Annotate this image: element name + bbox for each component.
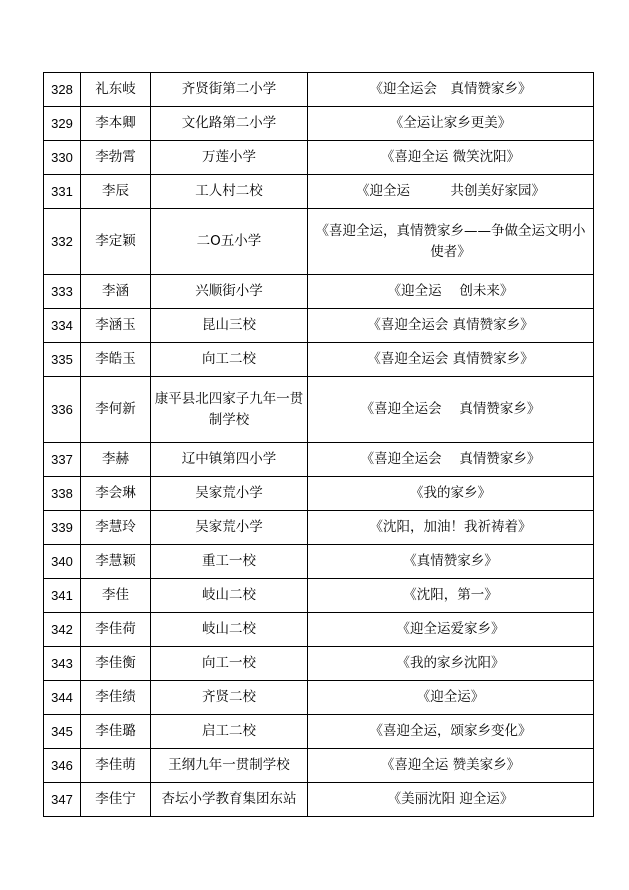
table-row: [44, 309, 594, 343]
row-number: 346: [44, 749, 81, 783]
school-name: 重工一校: [151, 545, 308, 579]
table-row: [44, 579, 594, 613]
row-number: 338: [44, 477, 81, 511]
essay-title: 《喜迎全运 赞美家乡》: [308, 749, 594, 783]
table-row: [44, 209, 594, 275]
row-number: 333: [44, 275, 81, 309]
student-name: 李涵: [81, 275, 151, 309]
school-name: 二O五小学: [151, 209, 308, 275]
row-number: 337: [44, 443, 81, 477]
row-number: 336: [44, 377, 81, 443]
row-number: 343: [44, 647, 81, 681]
essay-title: 《喜迎全运 微笑沈阳》: [308, 141, 594, 175]
essay-title: 《迎全运 创未来》: [308, 275, 594, 309]
row-number: 342: [44, 613, 81, 647]
student-name: 李本卿: [81, 107, 151, 141]
table-row: [44, 141, 594, 175]
school-name: 文化路第二小学: [151, 107, 308, 141]
school-name: 康平县北四家子九年一贯制学校: [151, 377, 308, 443]
table-row: [44, 175, 594, 209]
essay-title: 《喜迎全运会 真情赞家乡》: [308, 343, 594, 377]
table-row: [44, 443, 594, 477]
school-name: 辽中镇第四小学: [151, 443, 308, 477]
roster-table: [43, 72, 594, 817]
table-row: [44, 275, 594, 309]
table-row: [44, 477, 594, 511]
school-name: 启工二校: [151, 715, 308, 749]
essay-title: 《沈阳，加油！我祈祷着》: [308, 511, 594, 545]
row-number: 332: [44, 209, 81, 275]
student-name: 李慧颖: [81, 545, 151, 579]
table-row: [44, 343, 594, 377]
student-name: 李涵玉: [81, 309, 151, 343]
student-name: 李佳衡: [81, 647, 151, 681]
table-row: [44, 749, 594, 783]
essay-title: 《全运让家乡更美》: [308, 107, 594, 141]
row-number: 347: [44, 783, 81, 817]
school-name: 吴家荒小学: [151, 477, 308, 511]
student-name: 李定颖: [81, 209, 151, 275]
school-name: 岐山二校: [151, 613, 308, 647]
student-name: 李佳宁: [81, 783, 151, 817]
row-number: 339: [44, 511, 81, 545]
essay-title: 《喜迎全运，颂家乡变化》: [308, 715, 594, 749]
essay-title: 《迎全运》: [308, 681, 594, 715]
essay-title: 《迎全运爱家乡》: [308, 613, 594, 647]
essay-title: 《喜迎全运会 真情赞家乡》: [308, 377, 594, 443]
school-name: 兴顺街小学: [151, 275, 308, 309]
student-name: 李慧玲: [81, 511, 151, 545]
essay-title: 《我的家乡》: [308, 477, 594, 511]
table-row: [44, 647, 594, 681]
student-name: 李佳: [81, 579, 151, 613]
table-row: [44, 545, 594, 579]
student-name: 李辰: [81, 175, 151, 209]
school-name: 吴家荒小学: [151, 511, 308, 545]
essay-title: 《迎全运 共创美好家园》: [308, 175, 594, 209]
student-name: 李勃霄: [81, 141, 151, 175]
school-name: 昆山三校: [151, 309, 308, 343]
school-name: 齐贤二校: [151, 681, 308, 715]
row-number: 340: [44, 545, 81, 579]
essay-title: 《迎全运会 真情赞家乡》: [308, 73, 594, 107]
table-row: [44, 107, 594, 141]
table-row: [44, 783, 594, 817]
essay-title: 《真情赞家乡》: [308, 545, 594, 579]
essay-title: 《喜迎全运，真情赞家乡——争做全运文明小使者》: [308, 209, 594, 275]
row-number: 329: [44, 107, 81, 141]
student-name: 李何新: [81, 377, 151, 443]
student-name: 李佳璐: [81, 715, 151, 749]
essay-title: 《美丽沈阳 迎全运》: [308, 783, 594, 817]
essay-title: 《喜迎全运会 真情赞家乡》: [308, 443, 594, 477]
row-number: 331: [44, 175, 81, 209]
row-number: 341: [44, 579, 81, 613]
table-row: [44, 511, 594, 545]
school-name: 万莲小学: [151, 141, 308, 175]
school-name: 岐山二校: [151, 579, 308, 613]
row-number: 328: [44, 73, 81, 107]
essay-title: 《沈阳，第一》: [308, 579, 594, 613]
student-name: 李会琳: [81, 477, 151, 511]
school-name: 向工一校: [151, 647, 308, 681]
student-name: 李佳荷: [81, 613, 151, 647]
row-number: 335: [44, 343, 81, 377]
school-name: 王纲九年一贯制学校: [151, 749, 308, 783]
school-name: 齐贤街第二小学: [151, 73, 308, 107]
essay-title: 《我的家乡沈阳》: [308, 647, 594, 681]
student-name: 李皓玉: [81, 343, 151, 377]
school-name: 杏坛小学教育集团东站: [151, 783, 308, 817]
table-row: [44, 681, 594, 715]
row-number: 345: [44, 715, 81, 749]
table-row: [44, 377, 594, 443]
table-row: [44, 73, 594, 107]
row-number: 330: [44, 141, 81, 175]
roster-body: [44, 73, 594, 817]
essay-title: 《喜迎全运会 真情赞家乡》: [308, 309, 594, 343]
school-name: 向工二校: [151, 343, 308, 377]
row-number: 344: [44, 681, 81, 715]
student-name: 礼东岐: [81, 73, 151, 107]
table-row: [44, 613, 594, 647]
student-name: 李佳绩: [81, 681, 151, 715]
school-name: 工人村二校: [151, 175, 308, 209]
row-number: 334: [44, 309, 81, 343]
student-name: 李佳萌: [81, 749, 151, 783]
table-row: [44, 715, 594, 749]
student-name: 李赫: [81, 443, 151, 477]
